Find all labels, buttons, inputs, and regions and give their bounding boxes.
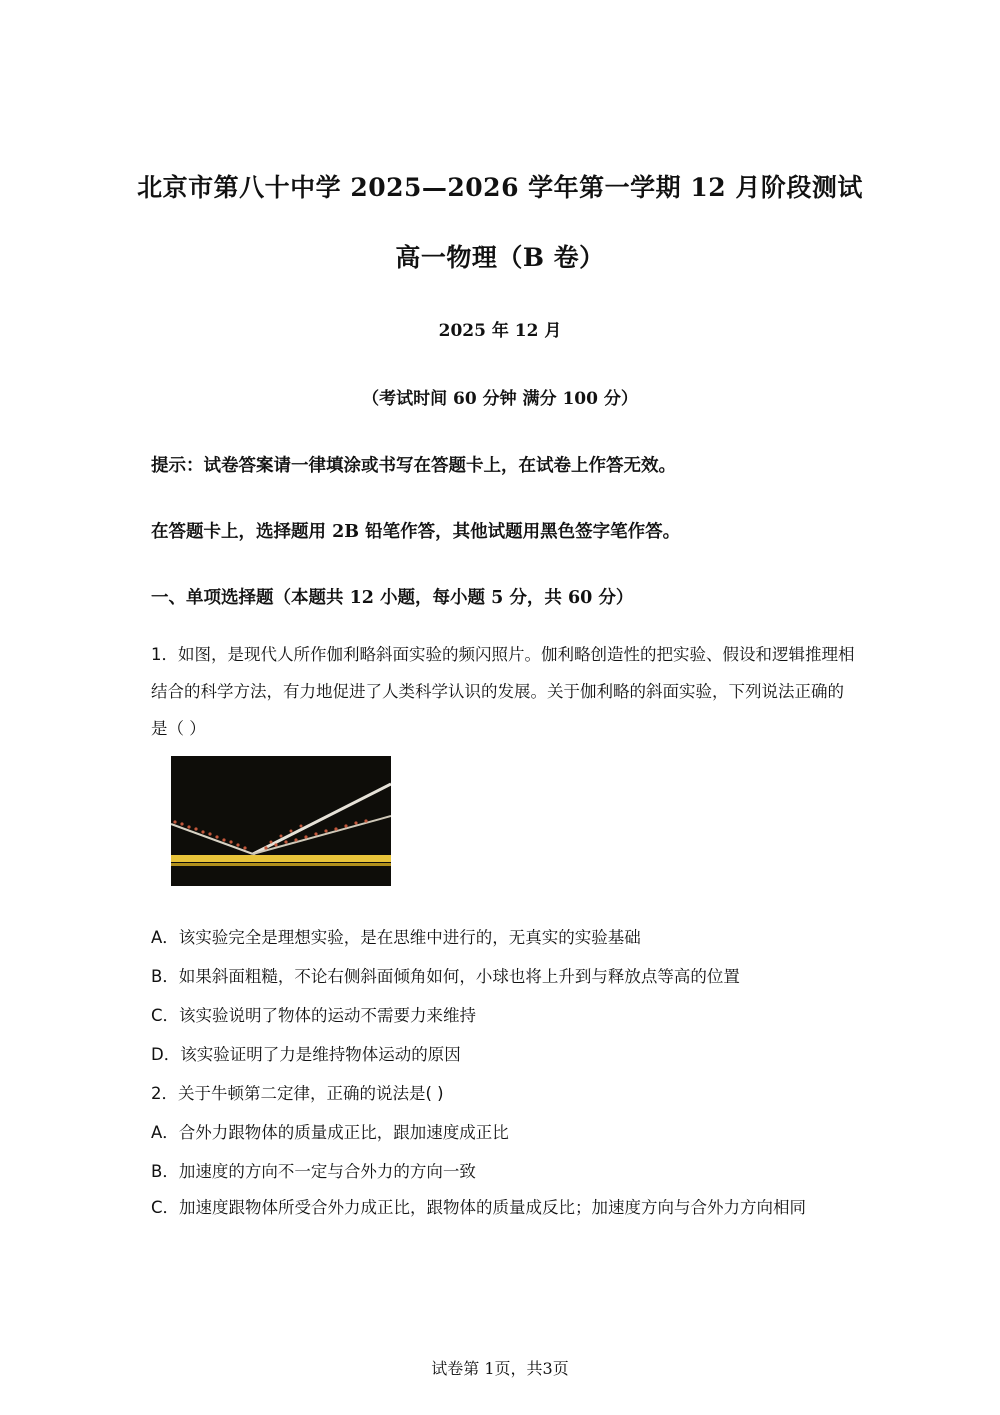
question-2-option-a: A．合外力跟物体的质量成正比，跟加速度成正比: [151, 1123, 509, 1142]
question-1-stem: 1．如图，是现代人所作伽利略斜面实验的频闪照片。伽利略创造性的把实验、假设和逻辑推理相结合的科学方法，有力地促进了人类科学认识的发展。关于伽利略的斜面实验，下列说法正确的是（ ）: [151, 645, 855, 738]
exam-info: （考试时间 60 分钟 满分 100 分）: [362, 389, 638, 409]
question-2-option-b: B．加速度的方向不一定与合外力的方向一致: [151, 1162, 476, 1181]
question-1-option-a: A．该实验完全是理想实验，是在思维中进行的，无真实的实验基础: [151, 928, 641, 947]
section-heading: 一、单项选择题（本题共 12 小题，每小题 5 分，共 60 分）: [151, 588, 634, 608]
exam-subtitle: 高一物理（B 卷）: [395, 243, 605, 272]
incline-experiment-image: [171, 756, 391, 886]
stroboscopic-incline-photo: [171, 756, 391, 886]
notice-line-1: 提示：试卷答案请一律填涂或书写在答题卡上，在试卷上作答无效。: [151, 456, 676, 476]
notice-line-2: 在答题卡上，选择题用 2B 铅笔作答，其他试题用黑色签字笔作答。: [151, 522, 681, 542]
question-1-option-c: C．该实验说明了物体的运动不需要力来维持: [151, 1006, 477, 1025]
question-1-option-d: D．该实验证明了力是维持物体运动的原因: [151, 1045, 461, 1064]
question-1-option-b: B．如果斜面粗糙，不论右侧斜面倾角如何，小球也将上升到与释放点等高的位置: [151, 967, 740, 986]
page-footer: 试卷第 1页，共3页: [431, 1359, 569, 1378]
question-2-stem: 2．关于牛顿第二定律，正确的说法是( ): [151, 1084, 444, 1103]
exam-title: 北京市第八十中学 2025—2026 学年第一学期 12 月阶段测试: [137, 173, 863, 202]
question-2-option-c: C．加速度跟物体所受合外力成正比，跟物体的质量成反比；加速度方向与合外力方向相同: [151, 1198, 807, 1217]
exam-date: 2025 年 12 月: [438, 321, 562, 341]
